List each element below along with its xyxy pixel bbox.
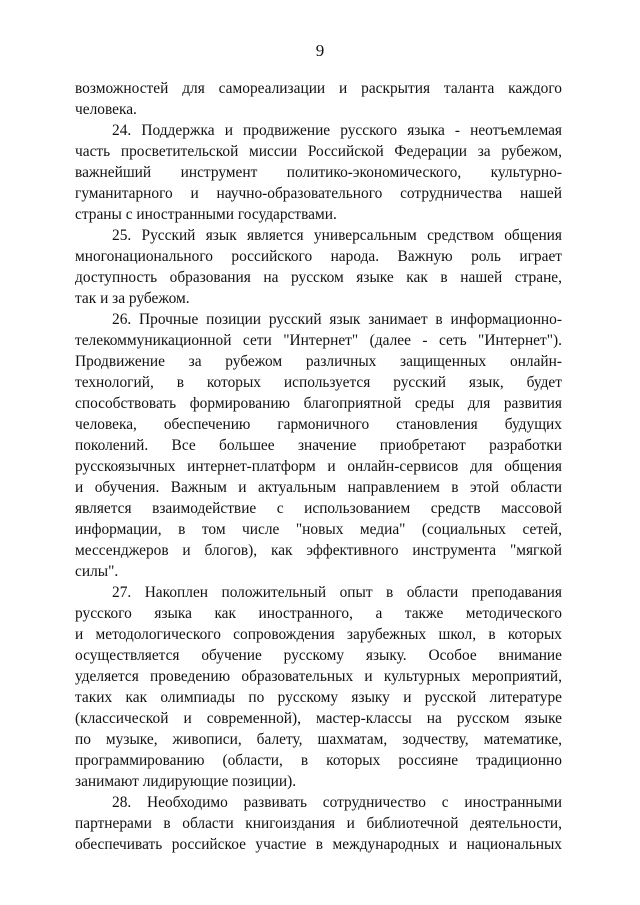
- text-line: программированию (области, в которых россияне традиционно: [75, 752, 562, 769]
- text-line: и обучения. Важным и актуальным направлением в этой области: [75, 479, 562, 496]
- text-line: доступность образования на русском языке как в нашей стране,: [75, 269, 562, 286]
- paragraph-28-start: 28. Необходимо развивать сотрудничество с иностранными: [112, 794, 562, 811]
- text-line: человека, обеспечению гармоничного становления будущих: [75, 416, 562, 433]
- text-line: поколений. Все большее значение приобретают разработки: [75, 437, 562, 454]
- text-line: мессенджеров и блогов), как эффективного инструмента "мягкой: [75, 542, 562, 559]
- text-line: так и за рубежом.: [75, 290, 190, 307]
- text-line: (классической и современной), мастер-классы на русском языке: [75, 710, 562, 727]
- text-line: часть просветительской миссии Российской Федерации за рубежом,: [75, 143, 562, 160]
- text-line: по музыке, живописи, балету, шахматам, зодчеству, математике,: [75, 731, 562, 748]
- paragraph-26-start: 26. Прочные позиции русский язык занимает в информационно-: [112, 311, 562, 328]
- text-line: обеспечивать российское участие в международных и национальных: [75, 836, 562, 853]
- text-line: телекоммуникационной сети "Интернет" (далее - сеть "Интернет").: [75, 332, 562, 349]
- text-line: и методологического сопровождения зарубежных школ, в которых: [75, 626, 562, 643]
- text-line: информации, в том числе "новых медиа" (социальных сетей,: [75, 521, 562, 538]
- text-line: человека.: [75, 101, 137, 118]
- text-line: таких как олимпиады по русскому языку и русской литературе: [75, 689, 562, 706]
- text-line: партнерами в области книгоиздания и библиотечной деятельности,: [75, 815, 562, 832]
- text-line: Продвижение за рубежом различных защищенных онлайн-: [75, 353, 562, 370]
- paragraph-27-start: 27. Накоплен положительный опыт в области преподавания: [112, 584, 562, 601]
- text-line: страны с иностранными государствами.: [75, 206, 337, 223]
- text-line: многонационального российского народа. Важную роль играет: [75, 248, 562, 265]
- text-line: возможностей для самореализации и раскрытия таланта каждого: [75, 80, 562, 97]
- text-line: уделяется проведению образовательных и культурных мероприятий,: [75, 668, 562, 685]
- paragraph-25-start: 25. Русский язык является универсальным средством общения: [112, 227, 562, 244]
- text-line: является взаимодействие с использованием средств массовой: [75, 500, 562, 517]
- text-line: осуществляется обучение русскому языку. Особое внимание: [75, 647, 562, 664]
- text-line: гуманитарного и научно-образовательного сотрудничества нашей: [75, 185, 562, 202]
- text-line: занимают лидирующие позиции).: [75, 773, 297, 790]
- text-line: русского языка как иностранного, а также методического: [75, 605, 562, 622]
- paragraph-24-start: 24. Поддержка и продвижение русского языка - неотъемлемая: [112, 122, 562, 139]
- text-line: способствовать формированию благоприятной среды для развития: [75, 395, 562, 412]
- text-line: технологий, в которых используется русский язык, будет: [75, 374, 562, 391]
- text-line: русскоязычных интернет-платформ и онлайн-сервисов для общения: [75, 458, 562, 475]
- page-number: 9: [315, 41, 325, 60]
- text-line: важнейший инструмент политико-экономического, культурно-: [75, 164, 562, 181]
- text-line: силы".: [75, 563, 119, 580]
